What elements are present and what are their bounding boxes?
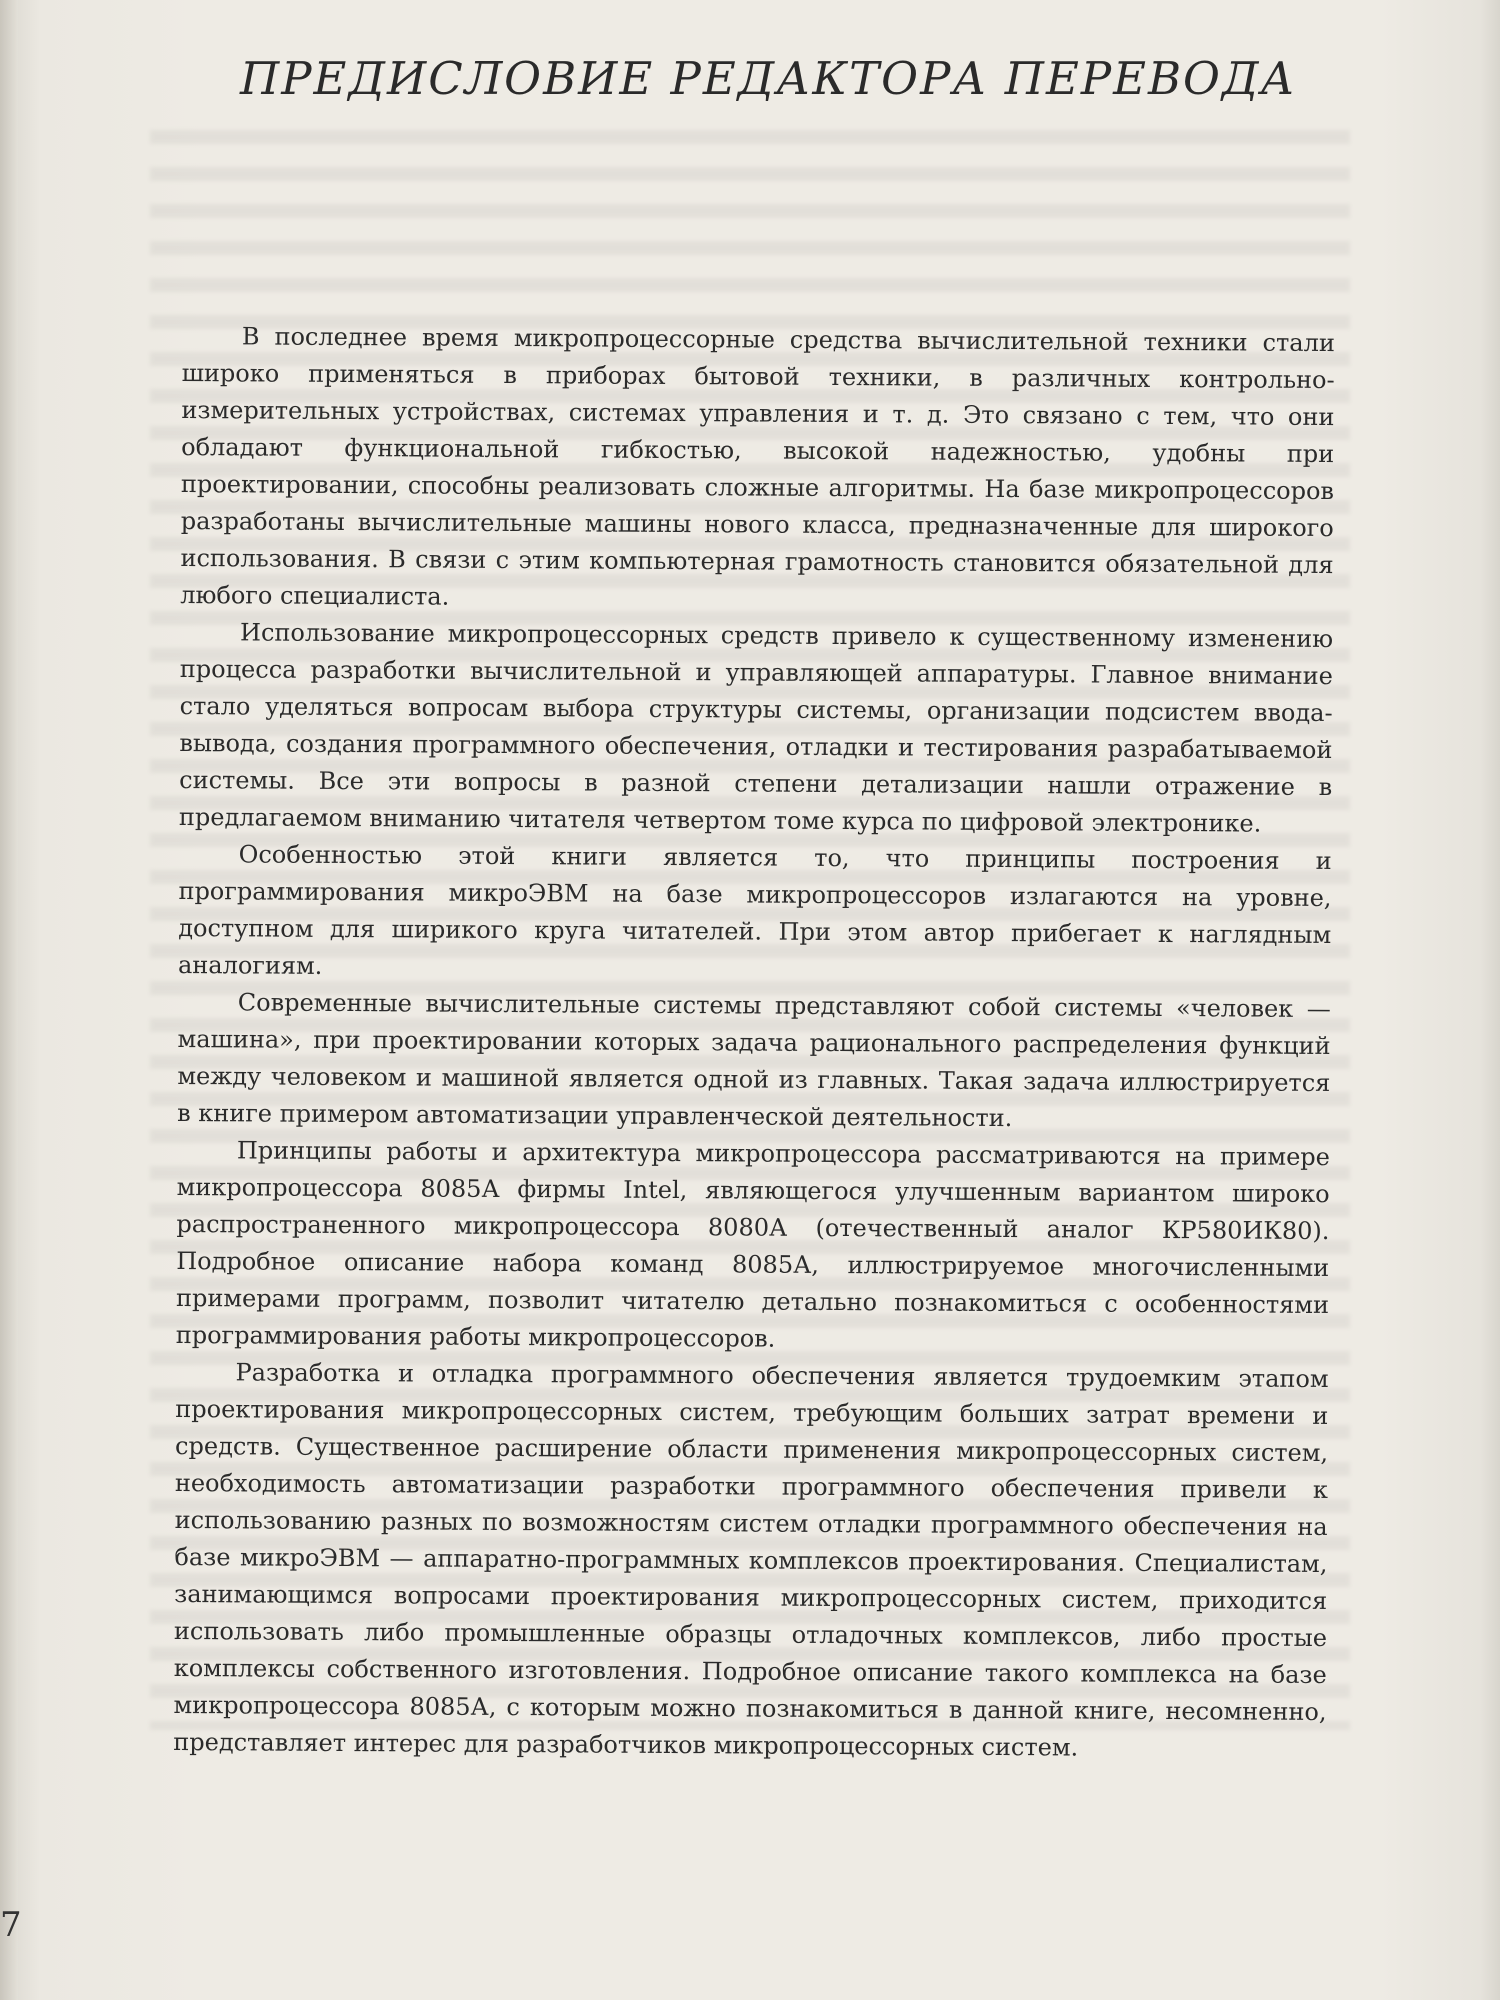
- paragraph-4: Современные вычислительные системы представляют собой системы «человек — машина», при проектировании которых задача рационального распределения функций между человеком и машиной является одной из главных. Такая задача иллюстрируется в книге примером автоматизации управленческой деятельности.: [177, 988, 1331, 1133]
- page-number-fragment: 7: [0, 1905, 22, 1945]
- body-text: [173, 318, 1335, 1768]
- paragraph-1: В последнее время микропроцессорные средства вычислительной техники стали широко применяться в приборах бытовой техники, в различных контрольно-измерительных устройствах, системах управления и т. д. Это связано с тем, что они обладают функциональной гибкостью, высокой надежностью, удобны при проектировании, способны реализовать сложные алгоритмы. На базе микропроцессоров разработаны вычислительные машины нового класса, предназначенные для широкого использования. В связи с этим компьютерная грамотность становится обязательной для любого специалиста.: [180, 322, 1335, 611]
- paragraph-2: Использование микропроцессорных средств привело к существенному изменению процесса разработки вычислительной и управляющей аппаратуры. Главное внимание стало уделяться вопросам выбора структуры системы, организации подсистем ввода-вывода, создания программного обеспечения, отладки и тестирования разрабатываемой системы. Все эти вопросы в разной степени детализации нашли отражение в предлагаемом вниманию читателя четвертом томе курса по цифровой электронике.: [178, 618, 1334, 838]
- book-binding-shadow: [0, 0, 18, 2000]
- paragraph-5: Принципы работы и архитектура микропроцессора рассматриваются на примере микропроцессора 8085А фирмы Intel, являющегося улучшенным вариантом широко распространенного микропроцессора 8080А (отечественный аналог КР580ИК80). Подробное описание набора команд 8085А, иллюстрируемое многочисленными примерами программ, позволит читателю детально познакомиться с особенностями программирования работы микропроцессоров.: [175, 1136, 1330, 1353]
- paragraph-3: Особенностью этой книги является то, что принципы построения и программирования микроЭВМ на базе микропроцессоров излагаются на уровне, доступном для ширикого круга читателей. При этом автор прибегает к наглядным аналогиям.: [177, 840, 1332, 980]
- page-title: ПРЕДИСЛОВИЕ РЕДАКТОРА ПЕРЕВОДА: [240, 52, 1297, 105]
- paragraph-6: Разработка и отладка программного обеспечения является трудоемким этапом проектирования микропроцессорных систем, требующим больших затрат времени и средств. Существенное расширение области применения микропроцессорных систем, необходимость автоматизации разработки программного обеспечения привели к использованию разных по возможностям систем отладки программного обеспечения на базе микроЭВМ — аппаратно-программных комплексов проектирования. Специалистам, занимающимся вопросами проектирования микропроцессорных систем, приходится использовать либо промышленные образцы отладочных комплексов, либо простые комплексы собственного изготовления. Подробное описание такого комплекса на базе микропроцессора 8085А, с которым можно познакомиться в данной книге, несомненно, представляет интерес для разработчиков микропроцессорных систем.: [173, 1358, 1329, 1762]
